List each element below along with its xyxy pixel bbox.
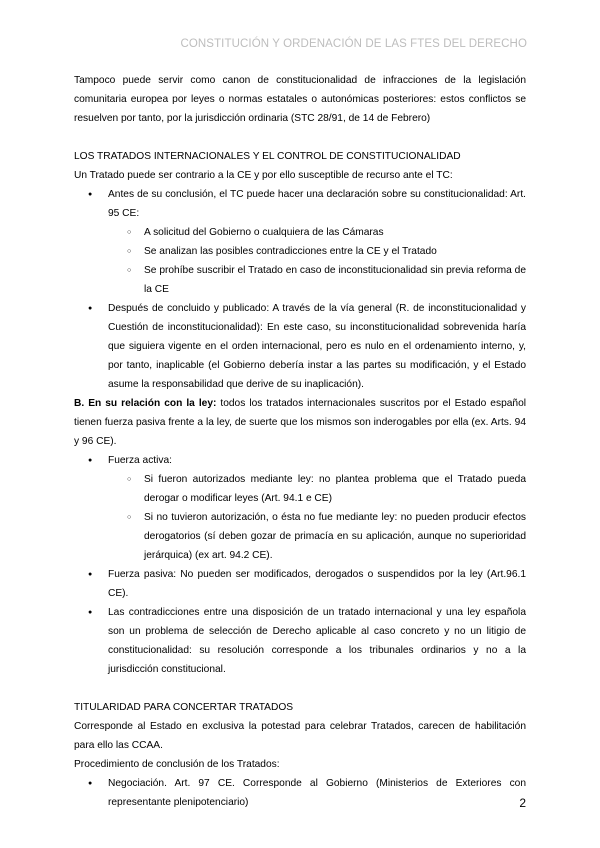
procedimiento-paragraph: Procedimiento de conclusión de los Tratados: (74, 759, 280, 770)
list-item: ● Negociación. Art. 97 CE. Corresponde al Gobierno (Ministerios de Exteriores con representante plenipotenciario) (74, 774, 526, 812)
sub-list-item: ○ Se prohíbe suscribir el Tratado en caso de inconstitucionalidad sin previa reforma de la CE (108, 261, 526, 299)
tratados-list (74, 185, 526, 394)
page-number: 2 (519, 796, 526, 810)
list-item-text: Antes de su conclusión, el TC puede hacer una declaración sobre su constitucionalidad: Art. 95 CE: (108, 189, 526, 219)
sub-list-item: ○ Se analizan las posibles contradicciones entre la CE y el Tratado (108, 242, 526, 261)
fuerza-list (74, 451, 526, 679)
sub-list-item: ○ A solicitud del Gobierno o cualquiera de las Cámaras (108, 223, 526, 242)
section-b-label: B. En su relación con la ley: (74, 398, 217, 409)
section-heading-tratados: LOS TRATADOS INTERNACIONALES Y EL CONTROL DE CONSTITUCIONALIDAD (74, 151, 461, 162)
sub-list-item: ○ Si fueron autorizados mediante ley: no plantea problema que el Tratado pueda derogar o modificar leyes (Art. 94.1 e CE) (108, 470, 526, 508)
section-lead: Un Tratado puede ser contrario a la CE y por ello susceptible de recurso ante el TC: (74, 170, 453, 181)
section-b-paragraph (74, 394, 526, 451)
sub-list (108, 223, 526, 299)
sub-list (108, 470, 526, 565)
titularidad-paragraph: Corresponde al Estado en exclusiva la potestad para celebrar Tratados, carecen de habilitación para ello las CCAA. (74, 721, 526, 751)
list-item (74, 185, 526, 299)
intro-paragraph: Tampoco puede servir como canon de constitucionalidad de infracciones de la legislación comunitaria europea por leyes o normas estatales o autonómicas posteriores: estos conflictos se resuelven por tanto, por la jurisdicción ordinaria (STC 28/91, de 14 de Febrero) (74, 75, 526, 124)
section-b-text: todos los tratados internacionales suscritos por el Estado español tienen fuerza pasiva frente a la ley, de suerte que los mismos son inderogables por ella (ex. Arts. 94 y 96 CE). (74, 398, 526, 447)
document-body (74, 71, 526, 812)
section-heading-titularidad: TITULARIDAD PARA CONCERTAR TRATADOS (74, 702, 294, 713)
page-header: CONSTITUCIÓN Y ORDENACIÓN DE LAS FTES DEL DERECHO (180, 38, 527, 50)
list-item-text: Fuerza activa: (108, 455, 172, 466)
list-item: ● Fuerza pasiva: No pueden ser modificados, derogados o suspendidos por la ley (Art.96.1 CE). (74, 565, 526, 603)
procedimiento-list (74, 774, 526, 812)
list-item (74, 451, 526, 565)
list-item: ● Después de concluido y publicado: A través de la vía general (R. de inconstitucionalidad y Cuestión de inconstitucionalidad): En este caso, su inconstitucionalidad sobrevenida haría que siguiera vigente en el orden internacional, pero es nulo en el ordenamiento interno, y, por tanto, inaplicable (el Gobierno debería instar a las partes su modificación, y el Estado asume la responsabilidad que derive de su inaplicación). (74, 299, 526, 394)
sub-list-item: ○ Si no tuvieron autorización, o ésta no fue mediante ley: no pueden producir efectos derogatorios (sí deben gozar de primacía en su aplicación, aunque no superioridad jerárquica) (ex art. 94.2 CE). (108, 508, 526, 565)
list-item: ● Las contradicciones entre una disposición de un tratado internacional y una ley española son un problema de selección de Derecho aplicable al caso concreto y no un litigio de constitucionalidad: su resolución corresponde a los tribunales ordinarios y no a la jurisdicción constitucional. (74, 603, 526, 679)
